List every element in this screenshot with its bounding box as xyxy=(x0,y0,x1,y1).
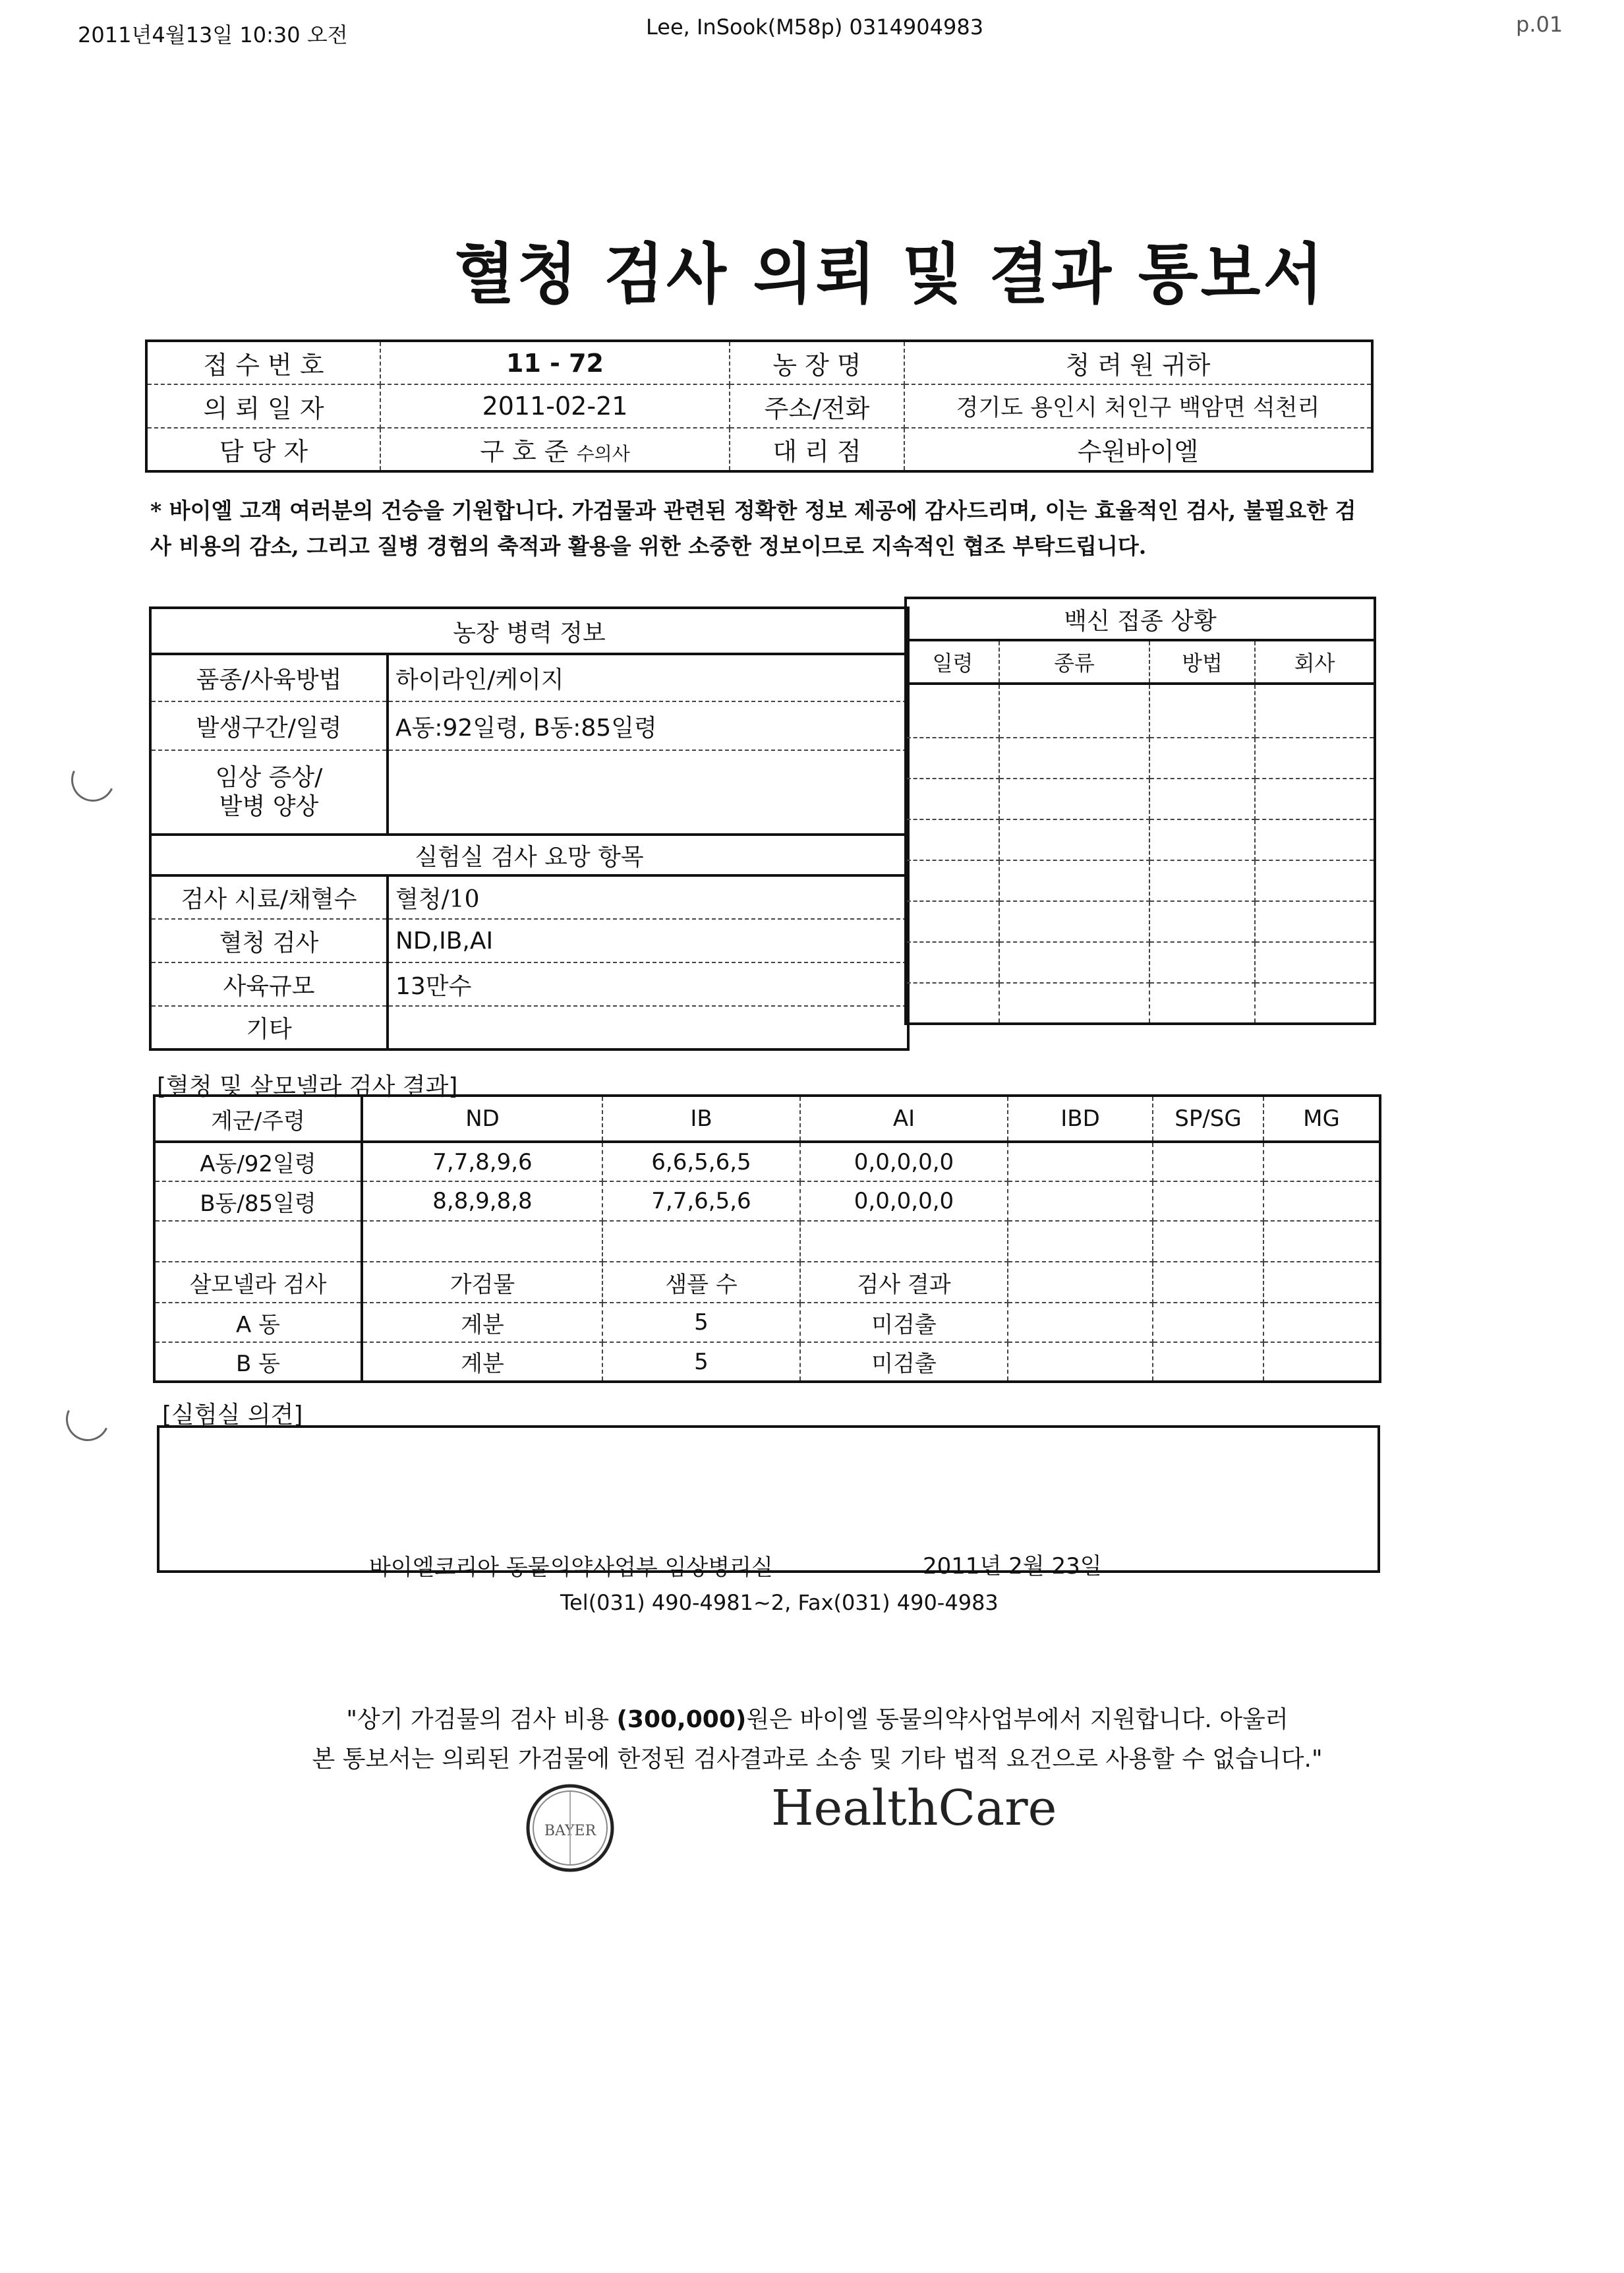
results-table xyxy=(153,1094,1381,1383)
opinion-label: [실험실 의견] xyxy=(162,1402,303,1429)
etc-label: 기타 xyxy=(150,1006,388,1049)
vaccine-header: 백신 접종 상황 xyxy=(906,598,1375,640)
salmonella-result: 미검출 xyxy=(800,1303,1008,1342)
row-group: B동/85일령 xyxy=(154,1181,362,1221)
salmonella-house: B 동 xyxy=(154,1342,362,1382)
ai-value: 0,0,0,0,0 xyxy=(800,1181,1008,1221)
col-ai: AI xyxy=(800,1096,1008,1142)
person-title: 수의사 xyxy=(576,443,630,465)
scale-label: 사육규모 xyxy=(150,962,388,1006)
mg-value xyxy=(1263,1181,1380,1221)
info-table xyxy=(145,339,1374,473)
scale-value: 13만수 xyxy=(388,962,908,1006)
salmonella-sample-count: 5 xyxy=(602,1342,800,1382)
receipt-no: 11 - 72 xyxy=(380,341,730,384)
salmonella-house: A 동 xyxy=(154,1303,362,1342)
salmonella-col-sample-count: 샘플 수 xyxy=(602,1262,800,1303)
statement-amount: (300,000) xyxy=(616,1706,747,1733)
farm-name: 청 려 원 귀하 xyxy=(904,341,1372,384)
table-row xyxy=(154,1342,1380,1382)
farm-history-header: 농장 병력 정보 xyxy=(150,608,908,654)
footer-organization: 바이엘코리아 동물의약사업부 임상병리실 xyxy=(369,1554,773,1581)
ibd-value xyxy=(1008,1181,1153,1221)
request-date: 2011-02-21 xyxy=(380,384,730,428)
col-mg: MG xyxy=(1263,1096,1380,1142)
col-sp-sg: SP/SG xyxy=(1153,1096,1263,1142)
nd-value: 8,8,9,8,8 xyxy=(362,1181,602,1221)
breed-label: 품종/사육방법 xyxy=(150,654,388,701)
etc-value xyxy=(388,1006,908,1049)
table-row xyxy=(154,1181,1380,1221)
salmonella-sample-type: 계분 xyxy=(362,1342,602,1382)
sp-sg-value xyxy=(1153,1142,1263,1181)
vaccine-col-company: 회사 xyxy=(1255,640,1375,684)
punch-hole xyxy=(65,752,121,808)
mg-value xyxy=(1263,1142,1380,1181)
person-cell xyxy=(380,428,730,471)
results-section-label: [혈청 및 살모넬라 검사 결과] xyxy=(157,1073,458,1100)
breed-value: 하이라인/케이지 xyxy=(388,654,908,701)
bayer-cross-logo xyxy=(522,1780,618,1876)
salmonella-col-result: 검사 결과 xyxy=(800,1262,1008,1303)
age-value: A동:92일령, B동:85일령 xyxy=(388,701,908,750)
person-label: 담 당 자 xyxy=(146,428,380,471)
col-ibd: IBD xyxy=(1008,1096,1153,1142)
nd-value: 7,7,8,9,6 xyxy=(362,1142,602,1181)
vaccine-col-method: 방법 xyxy=(1149,640,1255,684)
vaccine-col-type: 종류 xyxy=(999,640,1149,684)
request-date-label: 의 뢰 일 자 xyxy=(146,384,380,428)
ib-value: 6,6,5,6,5 xyxy=(602,1142,800,1181)
ibd-value xyxy=(1008,1142,1153,1181)
vaccine-col-age: 일령 xyxy=(906,640,999,684)
sp-sg-value xyxy=(1153,1181,1263,1221)
opinion-text xyxy=(160,1428,1378,1449)
document-title: 혈청 검사 의뢰 및 결과 통보서 xyxy=(455,237,1326,313)
col-group: 계군/주령 xyxy=(154,1096,362,1142)
fax-sender: Lee, InSook(M58p) 0314904983 xyxy=(646,15,984,40)
farm-history-table xyxy=(149,606,910,1051)
address: 경기도 용인시 처인구 백암면 석천리 xyxy=(904,384,1372,428)
statement-line-1 xyxy=(264,1701,1371,1734)
notice-text: * 바이엘 고객 여러분의 건승을 기원합니다. 가검물과 관련된 정확한 정보 제공에 감사드리며, 이는 효율적인 검사, 불필요한 검사 비용의 감소, 그리고 질병 경험의 축적과 활용을 위한 소중한 정보이므로 지속적인 협조 부탁드립니다. xyxy=(150,498,1356,559)
salmonella-col-sample-type: 가검물 xyxy=(362,1262,602,1303)
sample-label: 검사 시료/채혈수 xyxy=(150,875,388,919)
lab-request-header: 실험실 검사 요망 항목 xyxy=(150,835,908,875)
salmonella-sample-type: 계분 xyxy=(362,1303,602,1342)
symptom-value xyxy=(388,750,908,835)
salmonella-result: 미검출 xyxy=(800,1342,1008,1382)
fax-page-number: p.01 xyxy=(1516,12,1563,37)
ib-value: 7,7,6,5,6 xyxy=(602,1181,800,1221)
agency-label: 대 리 점 xyxy=(730,428,904,471)
col-ib: IB xyxy=(602,1096,800,1142)
footer-date: 2011년 2월 23일 xyxy=(923,1553,1102,1579)
footer-contact: Tel(031) 490-4981~2, Fax(031) 490-4983 xyxy=(560,1590,999,1615)
statement-line-2: 본 통보서는 의뢰된 가검물에 한정된 검사결과로 소송 및 기타 법적 요건으로 사용할 수 없습니다." xyxy=(312,1746,1323,1773)
healthcare-logo-text: HealthCare xyxy=(771,1780,1057,1837)
agency: 수원바이엘 xyxy=(1077,437,1199,466)
receipt-no-label: 접 수 번 호 xyxy=(146,341,380,384)
person-name: 구 호 준 xyxy=(480,437,569,466)
symptom-label: 임상 증상/ 발병 양상 xyxy=(150,750,388,835)
col-nd: ND xyxy=(362,1096,602,1142)
serum-test-label: 혈청 검사 xyxy=(150,919,388,962)
salmonella-header: 살모넬라 검사 xyxy=(154,1262,362,1303)
row-group: A동/92일령 xyxy=(154,1142,362,1181)
table-row xyxy=(154,1142,1380,1181)
vaccine-table xyxy=(904,597,1376,1025)
ai-value: 0,0,0,0,0 xyxy=(800,1142,1008,1181)
logo-seal-text: BAYER xyxy=(544,1823,596,1839)
table-row xyxy=(154,1303,1380,1342)
punch-hole xyxy=(60,1392,116,1448)
farm-label: 농 장 명 xyxy=(730,341,904,384)
sample-value: 혈청/10 xyxy=(388,875,908,919)
statement-text-b: 원은 바이엘 동물의약사업부에서 지원합니다. 아울러 xyxy=(746,1706,1289,1733)
address-label: 주소/전화 xyxy=(730,384,904,428)
fax-timestamp: 2011년4월13일 10:30 오전 xyxy=(78,22,348,47)
serum-test-value: ND,IB,AI xyxy=(388,919,908,962)
age-label: 발생구간/일령 xyxy=(150,701,388,750)
statement-text-a: "상기 가검물의 검사 비용 xyxy=(346,1706,617,1733)
salmonella-sample-count: 5 xyxy=(602,1303,800,1342)
